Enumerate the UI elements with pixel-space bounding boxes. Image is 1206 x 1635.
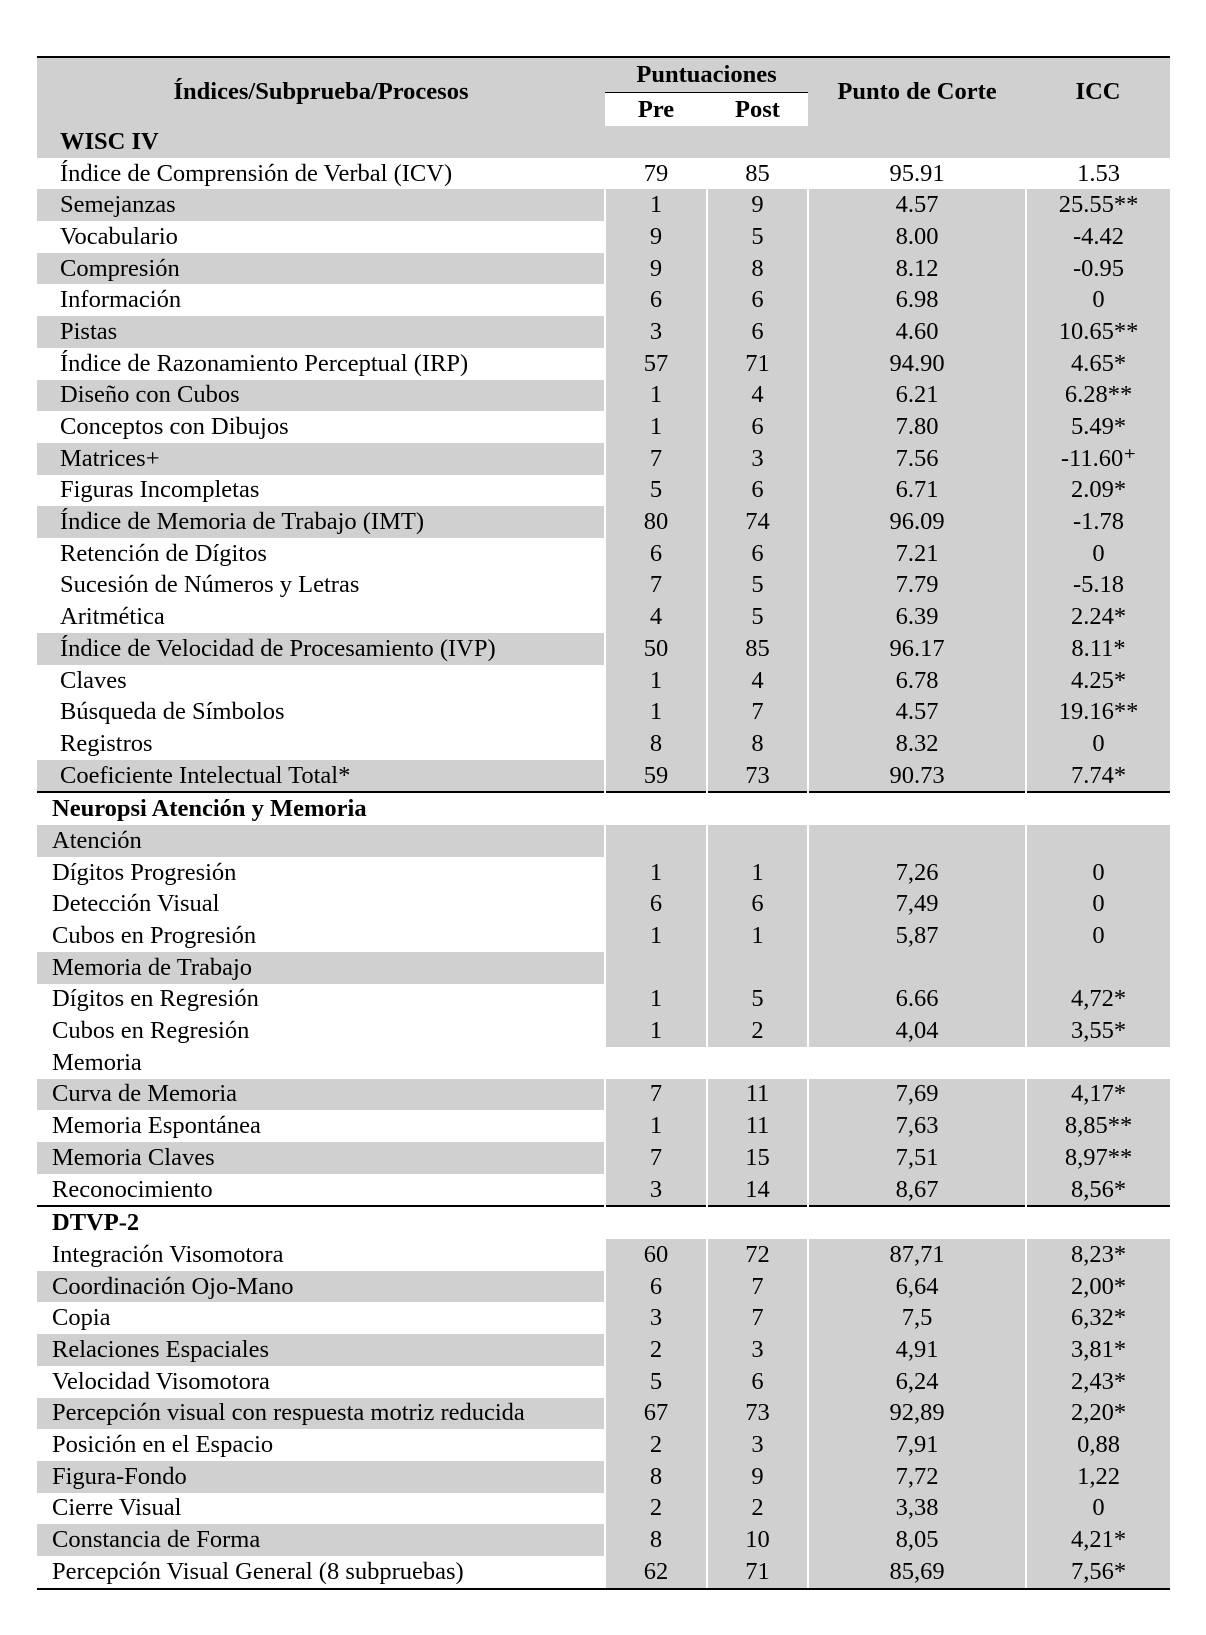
post-score: 6 (707, 889, 808, 921)
post-score (707, 825, 808, 857)
row-label: Semejanzas (37, 189, 605, 221)
post-score: 9 (707, 1461, 808, 1493)
cut-score: 6.78 (808, 665, 1026, 697)
pre-score: 60 (605, 1239, 707, 1271)
icc-value (1026, 825, 1170, 857)
table-row (37, 570, 1170, 602)
row-label: Percepción visual con respuesta motriz reducida (37, 1398, 605, 1430)
row-label: Integración Visomotora (52, 1240, 284, 1268)
table-row (37, 1429, 1170, 1461)
pre-score: 6 (605, 284, 707, 316)
row-label: Dígitos Progresión (52, 858, 237, 886)
cut-score: 4.57 (808, 189, 1026, 221)
post-score: 6 (707, 411, 808, 443)
cut-score: 92,89 (808, 1398, 1026, 1430)
icc-value: 0 (1026, 889, 1170, 921)
table-row (37, 889, 1170, 921)
cut-score: 7,5 (808, 1302, 1026, 1334)
cut-score: 7.80 (808, 411, 1026, 443)
post-score: 73 (707, 760, 808, 793)
row-label: Aritmética (60, 603, 165, 631)
icc-value: 19.16** (1026, 696, 1170, 728)
table-row (37, 1398, 1170, 1430)
cut-score: 5,87 (808, 920, 1026, 952)
icc-value: -0.95 (1026, 253, 1170, 285)
cut-score: 90.73 (808, 760, 1026, 793)
row-label: Retención de Dígitos (60, 539, 267, 567)
post-score: 14 (707, 1174, 808, 1207)
icc-value: 25.55** (1026, 189, 1170, 221)
icc-value: 3,55* (1026, 1015, 1170, 1047)
row-label: Índice de Memoria de Trabajo (IMT) (37, 506, 605, 538)
post-score: 74 (707, 506, 808, 538)
table-body (37, 126, 1170, 1589)
post-score: 11 (707, 1110, 808, 1142)
pre-score: 3 (605, 316, 707, 348)
table-row (37, 316, 1170, 348)
cut-score: 6,24 (808, 1366, 1026, 1398)
table-row (37, 601, 1170, 633)
post-score: 1 (707, 920, 808, 952)
table-row (37, 1461, 1170, 1493)
pre-score: 80 (605, 506, 707, 538)
table-row (37, 1079, 1170, 1111)
icc-value: 0,88 (1026, 1429, 1170, 1461)
row-label: Velocidad Visomotora (52, 1367, 270, 1395)
pre-score: 3 (605, 1174, 707, 1207)
row-label: Detección Visual (52, 890, 220, 918)
row-label: Coeficiente Intelectual Total* (37, 760, 605, 793)
cut-score: 8.32 (808, 728, 1026, 760)
post-score: 5 (707, 570, 808, 602)
cut-score: 7,26 (808, 857, 1026, 889)
section-title: Neuropsi Atención y Memoria (37, 792, 1170, 825)
post-score (707, 952, 808, 984)
table-row (37, 665, 1170, 697)
icc-value (1026, 952, 1170, 984)
cut-score: 6.39 (808, 601, 1026, 633)
cut-score: 7,91 (808, 1429, 1026, 1461)
section-header (37, 792, 1170, 825)
cut-score (808, 825, 1026, 857)
table-row (37, 348, 1170, 380)
cut-score: 8.00 (808, 221, 1026, 253)
post-score: 4 (707, 665, 808, 697)
pre-score: 57 (605, 348, 707, 380)
post-score: 71 (707, 348, 808, 380)
row-label: Memoria de Trabajo (37, 952, 605, 984)
row-label: Memoria Espontánea (52, 1112, 261, 1140)
pre-score: 59 (605, 760, 707, 793)
cut-score: 4,04 (808, 1015, 1026, 1047)
pre-score: 3 (605, 1302, 707, 1334)
pre-score: 1 (605, 380, 707, 412)
row-label: Curva de Memoria (37, 1079, 605, 1111)
table-row (37, 1174, 1170, 1207)
cut-score: 85,69 (808, 1556, 1026, 1589)
cut-score (808, 952, 1026, 984)
table-row (37, 984, 1170, 1016)
cut-score: 96.17 (808, 633, 1026, 665)
row-label: Sucesión de Números y Letras (60, 571, 360, 599)
icc-value: 8,23* (1026, 1239, 1170, 1271)
post-score: 8 (707, 728, 808, 760)
pre-score: 2 (605, 1429, 707, 1461)
row-label: Índice de Razonamiento Perceptual (IRP) (60, 349, 469, 377)
post-score: 7 (707, 696, 808, 728)
row-label: Registros (60, 729, 153, 757)
pre-score: 7 (605, 570, 707, 602)
table-header (37, 57, 1170, 126)
cut-score: 7.79 (808, 570, 1026, 602)
header-label-column: Índices/Subprueba/Procesos (173, 78, 469, 105)
row-label: Figura-Fondo (37, 1461, 605, 1493)
icc-value: 0 (1026, 284, 1170, 316)
table-row (37, 760, 1170, 793)
cut-score: 87,71 (808, 1239, 1026, 1271)
row-label: Pistas (37, 316, 605, 348)
pre-score: 8 (605, 1461, 707, 1493)
row-label: Claves (60, 666, 127, 694)
table-row (37, 1015, 1170, 1047)
pre-score: 6 (605, 1271, 707, 1303)
table-row (37, 1142, 1170, 1174)
cut-score (808, 1047, 1026, 1079)
pre-score: 2 (605, 1334, 707, 1366)
icc-value: 2.24* (1026, 601, 1170, 633)
header-scores-column: Puntuaciones (605, 57, 808, 93)
row-label: Compresión (37, 253, 605, 285)
row-label: Copia (52, 1304, 111, 1332)
icc-value: 0 (1026, 728, 1170, 760)
cut-score: 6,64 (808, 1271, 1026, 1303)
row-label: Figuras Incompletas (60, 476, 260, 504)
post-score: 7 (707, 1302, 808, 1334)
subsection-row (37, 825, 1170, 857)
cut-score: 94.90 (808, 348, 1026, 380)
icc-value: 7,56* (1026, 1556, 1170, 1589)
icc-value: 2.09* (1026, 475, 1170, 507)
table-row (37, 1302, 1170, 1334)
icc-value: 4,17* (1026, 1079, 1170, 1111)
table-row (37, 1556, 1170, 1589)
table-row (37, 380, 1170, 412)
cut-score: 7,51 (808, 1142, 1026, 1174)
post-score: 10 (707, 1524, 808, 1556)
table-row (37, 1110, 1170, 1142)
icc-value: 8,85** (1026, 1110, 1170, 1142)
header-cut-column: Punto de Corte (837, 78, 997, 105)
icc-value: 2,20* (1026, 1398, 1170, 1430)
table-row (37, 158, 1170, 190)
section-title: DTVP-2 (37, 1206, 1170, 1239)
row-label: Cubos en Progresión (52, 922, 257, 950)
cut-score: 4,91 (808, 1334, 1026, 1366)
post-score: 6 (707, 538, 808, 570)
post-score: 6 (707, 475, 808, 507)
scores-table (37, 56, 1170, 1590)
cut-score: 7,63 (808, 1110, 1026, 1142)
pre-score: 1 (605, 984, 707, 1016)
icc-value: 2,00* (1026, 1271, 1170, 1303)
row-label: Matrices+ (37, 443, 605, 475)
icc-value: 8,56* (1026, 1174, 1170, 1207)
row-label: Posición en el Espacio (52, 1431, 274, 1459)
icc-value: 0 (1026, 920, 1170, 952)
table-row (37, 920, 1170, 952)
table-row (37, 1271, 1170, 1303)
icc-value: -1.78 (1026, 506, 1170, 538)
icc-value: 0 (1026, 857, 1170, 889)
row-label: Reconocimiento (52, 1175, 213, 1203)
header-pre: Pre (605, 93, 707, 127)
pre-score: 9 (605, 253, 707, 285)
table-row (37, 443, 1170, 475)
pre-score: 4 (605, 601, 707, 633)
pre-score: 7 (605, 1079, 707, 1111)
header-post: Post (707, 93, 808, 127)
cut-score: 7,72 (808, 1461, 1026, 1493)
table-row (37, 1493, 1170, 1525)
pre-score: 6 (605, 889, 707, 921)
table-row (37, 1524, 1170, 1556)
table-row (37, 857, 1170, 889)
cut-score: 7,49 (808, 889, 1026, 921)
pre-score: 1 (605, 665, 707, 697)
pre-score: 1 (605, 189, 707, 221)
table-row (37, 538, 1170, 570)
table-row (37, 1239, 1170, 1271)
cut-score: 6.66 (808, 984, 1026, 1016)
table-row (37, 1366, 1170, 1398)
section-header (37, 126, 1170, 158)
row-label: Constancia de Forma (37, 1524, 605, 1556)
icc-value: 4,72* (1026, 984, 1170, 1016)
post-score: 1 (707, 857, 808, 889)
cut-score: 6.21 (808, 380, 1026, 412)
icc-value: 6,32* (1026, 1302, 1170, 1334)
section-header (37, 1206, 1170, 1239)
post-score: 2 (707, 1493, 808, 1525)
icc-value (1026, 1047, 1170, 1079)
pre-score: 8 (605, 1524, 707, 1556)
cut-score: 8.12 (808, 253, 1026, 285)
table-row (37, 633, 1170, 665)
cut-score: 3,38 (808, 1493, 1026, 1525)
pre-score: 67 (605, 1398, 707, 1430)
cut-score: 4.57 (808, 696, 1026, 728)
post-score: 5 (707, 221, 808, 253)
cut-score: 6.98 (808, 284, 1026, 316)
pre-score: 79 (605, 158, 707, 190)
post-score: 5 (707, 984, 808, 1016)
row-label: Atención (37, 825, 605, 857)
post-score: 6 (707, 1366, 808, 1398)
post-score: 85 (707, 633, 808, 665)
cut-score: 7,69 (808, 1079, 1026, 1111)
cut-score: 4.60 (808, 316, 1026, 348)
table-row (37, 253, 1170, 285)
pre-score: 1 (605, 1110, 707, 1142)
icc-value: 4,21* (1026, 1524, 1170, 1556)
table-row (37, 506, 1170, 538)
row-label: Índice de Comprensión de Verbal (ICV) (60, 159, 453, 187)
pre-score: 2 (605, 1493, 707, 1525)
icc-value: 1,22 (1026, 1461, 1170, 1493)
icc-value: 8.11* (1026, 633, 1170, 665)
post-score: 71 (707, 1556, 808, 1589)
icc-value: 10.65** (1026, 316, 1170, 348)
icc-value: 5.49* (1026, 411, 1170, 443)
pre-score: 1 (605, 411, 707, 443)
icc-value: -5.18 (1026, 570, 1170, 602)
post-score: 15 (707, 1142, 808, 1174)
post-score: 9 (707, 189, 808, 221)
row-label: Diseño con Cubos (37, 380, 605, 412)
pre-score: 9 (605, 221, 707, 253)
post-score: 7 (707, 1271, 808, 1303)
row-label: Memoria Claves (37, 1142, 605, 1174)
icc-value: 8,97** (1026, 1142, 1170, 1174)
post-score: 3 (707, 443, 808, 475)
row-label: Vocabulario (60, 222, 178, 250)
post-score: 85 (707, 158, 808, 190)
pre-score (605, 825, 707, 857)
post-score: 8 (707, 253, 808, 285)
row-label: Percepción Visual General (8 subpruebas) (37, 1556, 605, 1589)
row-label: Dígitos en Regresión (52, 985, 259, 1013)
pre-score: 50 (605, 633, 707, 665)
table-row (37, 284, 1170, 316)
post-score: 5 (707, 601, 808, 633)
cut-score: 7.56 (808, 443, 1026, 475)
row-label: Índice de Velocidad de Procesamiento (IVP) (37, 633, 605, 665)
post-score: 73 (707, 1398, 808, 1430)
header-icc-column: ICC (1075, 78, 1121, 105)
icc-value: 1.53 (1026, 158, 1170, 190)
pre-score: 1 (605, 920, 707, 952)
post-score: 11 (707, 1079, 808, 1111)
post-score: 72 (707, 1239, 808, 1271)
row-label: Relaciones Espaciales (37, 1334, 605, 1366)
row-label: Conceptos con Dibujos (60, 413, 289, 441)
table-row (37, 411, 1170, 443)
post-score: 3 (707, 1429, 808, 1461)
icc-value: 2,43* (1026, 1366, 1170, 1398)
row-label: Información (60, 286, 182, 314)
table-row (37, 189, 1170, 221)
table-row (37, 728, 1170, 760)
pre-score: 1 (605, 1015, 707, 1047)
cut-score: 8,67 (808, 1174, 1026, 1207)
row-label: Coordinación Ojo-Mano (37, 1271, 605, 1303)
icc-value: 4.65* (1026, 348, 1170, 380)
pre-score: 5 (605, 1366, 707, 1398)
pre-score: 7 (605, 1142, 707, 1174)
cut-score: 7.21 (808, 538, 1026, 570)
table-row (37, 1334, 1170, 1366)
subsection-row (37, 1047, 1170, 1079)
results-table-container (37, 56, 1170, 1590)
icc-value: 3,81* (1026, 1334, 1170, 1366)
table-row (37, 696, 1170, 728)
icc-value: 0 (1026, 1493, 1170, 1525)
cut-score: 96.09 (808, 506, 1026, 538)
pre-score (605, 952, 707, 984)
post-score: 6 (707, 284, 808, 316)
post-score: 4 (707, 380, 808, 412)
post-score: 3 (707, 1334, 808, 1366)
table-row (37, 221, 1170, 253)
row-label: Cubos en Regresión (52, 1017, 250, 1045)
cut-score: 8,05 (808, 1524, 1026, 1556)
pre-score: 1 (605, 857, 707, 889)
pre-score: 6 (605, 538, 707, 570)
icc-value: 6.28** (1026, 380, 1170, 412)
row-label: Memoria (52, 1048, 142, 1076)
cut-score: 6.71 (808, 475, 1026, 507)
icc-value: -11.60⁺ (1026, 443, 1170, 475)
cut-score: 95.91 (808, 158, 1026, 190)
subsection-row (37, 952, 1170, 984)
table-row (37, 475, 1170, 507)
icc-value: 7.74* (1026, 760, 1170, 793)
section-title: WISC IV (37, 126, 1170, 158)
post-score (707, 1047, 808, 1079)
icc-value: 0 (1026, 538, 1170, 570)
row-label: Cierre Visual (52, 1494, 182, 1522)
pre-score: 62 (605, 1556, 707, 1589)
pre-score (605, 1047, 707, 1079)
pre-score: 8 (605, 728, 707, 760)
icc-value: 4.25* (1026, 665, 1170, 697)
icc-value: -4.42 (1026, 221, 1170, 253)
post-score: 2 (707, 1015, 808, 1047)
row-label: Búsqueda de Símbolos (60, 698, 285, 726)
pre-score: 5 (605, 475, 707, 507)
post-score: 6 (707, 316, 808, 348)
pre-score: 1 (605, 696, 707, 728)
pre-score: 7 (605, 443, 707, 475)
